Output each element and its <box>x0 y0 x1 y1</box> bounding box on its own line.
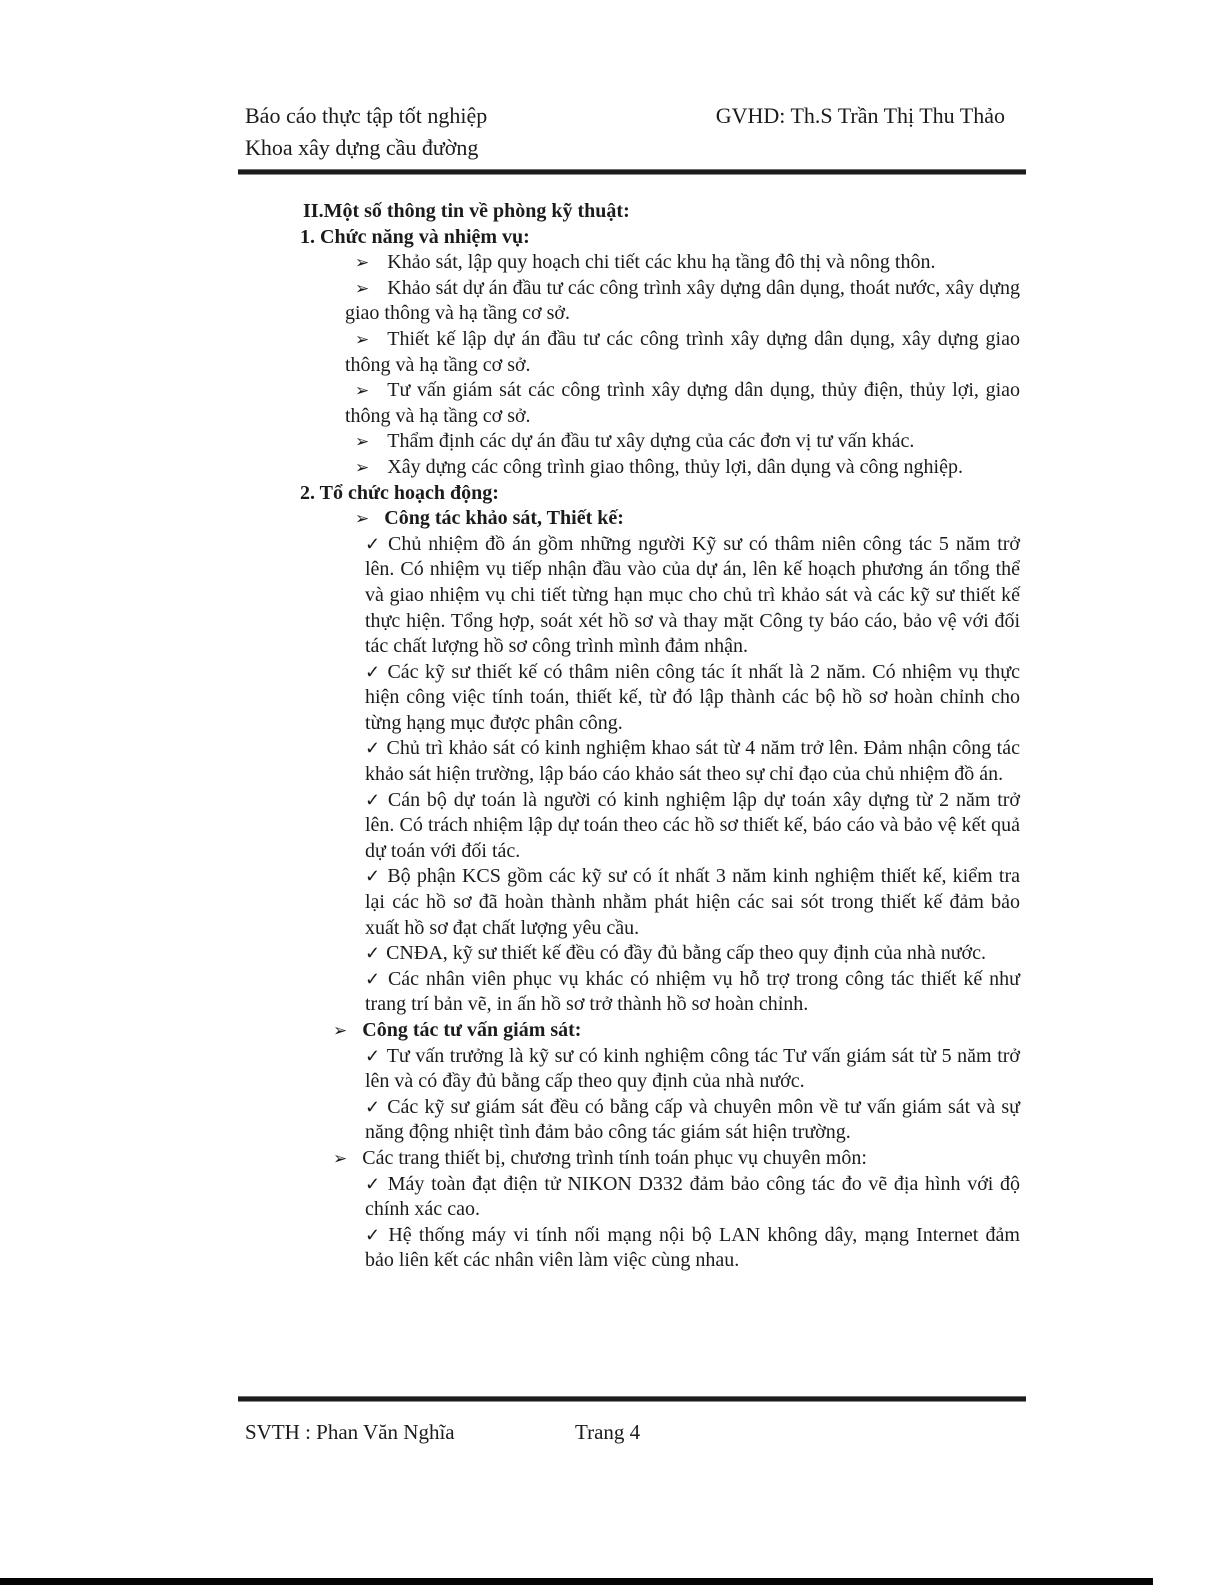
group-title-text: Các trang thiết bị, chương trình tính toán phục vụ chuyên môn: <box>362 1146 867 1169</box>
scan-artifact-bar <box>0 1578 1153 1585</box>
check-item <box>245 1223 1020 1274</box>
group-title-survey-design <box>245 506 1020 532</box>
check-item-text: Tư vấn trưởng là kỹ sư có kinh nghiệm công tác Tư vấn giám sát từ 5 năm trở lên và có đầy đủ bằng cấp theo quy định của nhà nước. <box>365 1044 1020 1093</box>
check-item <box>245 1095 1020 1146</box>
footer-author: SVTH : Phan Văn Nghĩa <box>245 1420 455 1444</box>
footer-rule <box>238 1396 1026 1402</box>
function-item <box>245 378 1020 429</box>
function-item <box>245 327 1020 378</box>
check-icon: ✓ <box>365 968 382 989</box>
advisor-name: GVHD: Th.S Trần Thị Thu Thảo <box>715 103 1005 128</box>
arrow-bullet-icon: ➢ <box>355 381 370 401</box>
check-icon: ✓ <box>365 1045 381 1066</box>
check-icon: ✓ <box>365 1173 382 1194</box>
check-item-text: Chủ trì khảo sát có kinh nghiệm khao sát từ 4 năm trở lên. Đảm nhận công tác khảo sát hiện trường, lập báo cáo khảo sát theo sự chỉ đạo của chủ nhiệm đồ án. <box>365 737 1020 786</box>
group-title-supervision <box>245 1018 1020 1044</box>
check-item <box>245 736 1020 787</box>
check-item <box>245 864 1020 941</box>
function-item-text: Xây dựng các công trình giao thông, thủy lợi, dân dụng và công nghiệp. <box>387 455 963 478</box>
check-icon: ✓ <box>365 661 382 682</box>
check-item-text: Hệ thống máy vi tính nối mạng nội bộ LAN không dây, mạng Internet đảm bảo liên kết các nhân viên làm việc cùng nhau. <box>365 1223 1020 1272</box>
check-item <box>245 967 1020 1018</box>
arrow-bullet-icon: ➢ <box>355 278 370 298</box>
header-left <box>245 100 487 164</box>
check-item-text: Các nhân viên phục vụ khác có nhiệm vụ hỗ trợ trong công tác thiết kế như trang trí bản vẽ, in ấn hồ sơ trở thành hồ sơ hoàn chỉnh. <box>365 967 1020 1016</box>
check-icon: ✓ <box>365 943 381 964</box>
check-icon: ✓ <box>365 866 382 887</box>
check-item <box>245 660 1020 737</box>
check-item-text: Các kỹ sư giám sát đều có bằng cấp và chuyên môn về tư vấn giám sát và sự năng động nhiệt tình đảm bảo công tác giám sát hiện trường. <box>365 1095 1020 1144</box>
function-item-text: Tư vấn giám sát các công trình xây dựng dân dụng, thủy điện, thủy lợi, giao thông và hạ tầng cơ sở. <box>345 379 1020 427</box>
arrow-bullet-icon: ➢ <box>355 253 370 273</box>
function-item-text: Khảo sát, lập quy hoạch chi tiết các khu hạ tầng đô thị và nông thôn. <box>387 251 936 274</box>
arrow-bullet-icon: ➢ <box>355 457 370 477</box>
check-item-text: Bộ phận KCS gồm các kỹ sư có ít nhất 3 năm kinh nghiệm thiết kế, kiểm tra lại các hồ sơ đã hoàn thành nhằm phát hiện các sai sót trong thiết kế đảm bảo xuất hồ sơ đạt chất lượng yêu cầu. <box>365 865 1020 939</box>
footer-page-number: Trang 4 <box>575 1420 641 1444</box>
check-icon: ✓ <box>365 1096 382 1117</box>
subsection-2-title: 2. Tổ chức hoạch động: <box>300 481 499 504</box>
check-item-text: Cán bộ dự toán là người có kinh nghiệm lập dự toán xây dựng từ 2 năm trở lên. Có trách nhiệm lập dự toán theo các hồ sơ thiết kế, báo cáo và bảo vệ kết quả dự toán với đối tác. <box>365 788 1020 862</box>
check-item-text: Các kỹ sư thiết kế có thâm niên công tác ít nhất là 2 năm. Có nhiệm vụ thực hiện công việc tính toán, thiết kế, từ đó lập thành các bộ hồ sơ hoàn chỉnh cho từng hạng mục được phân công. <box>365 660 1020 734</box>
check-icon: ✓ <box>365 738 381 759</box>
page-header <box>245 100 1005 164</box>
report-title: Báo cáo thực tập tốt nghiệp <box>245 103 488 128</box>
check-item-text: Chủ nhiệm đồ án gồm những người Kỹ sư có thâm niên công tác 5 năm trở lên. Có nhiệm vụ tiếp nhận đầu vào của dự án, lên kế hoạch phương án tổng thể và giao nhiệm vụ chi tiết từng hạn mục cho chủ trì khảo sát và các kỹ sư thiết kế thực hiện. Tổng hợp, soát xét hồ sơ và thay mặt Công ty báo cáo, bảo vệ với đối tác chất lượng hồ sơ công trình mình đảm nhận. <box>365 532 1020 658</box>
arrow-bullet-icon: ➢ <box>355 432 370 452</box>
check-icon: ✓ <box>365 789 382 810</box>
group-title-text: Công tác khảo sát, Thiết kế: <box>384 507 624 530</box>
arrow-bullet-icon: ➢ <box>333 1148 348 1168</box>
function-item <box>245 276 1020 327</box>
check-icon: ✓ <box>365 1224 383 1245</box>
group-title-text: Công tác tư vấn giám sát: <box>362 1019 582 1041</box>
function-item-text: Khảo sát dự án đầu tư các công trình xây dựng dân dụng, thoát nước, xây dựng giao thông và hạ tầng cơ sở. <box>345 276 1020 325</box>
check-icon: ✓ <box>365 533 382 554</box>
check-item <box>245 941 1020 967</box>
check-item <box>245 1044 1020 1095</box>
arrow-bullet-icon: ➢ <box>333 1021 348 1040</box>
function-item <box>245 455 1020 481</box>
arrow-bullet-icon: ➢ <box>355 329 370 349</box>
subsection-1-title: 1. Chức năng và nhiệm vụ: <box>300 225 530 248</box>
check-item-text: Máy toàn đạt điện tử NIKON D332 đảm bảo công tác đo vẽ địa hình với độ chính xác cao. <box>365 1172 1020 1221</box>
arrow-bullet-icon: ➢ <box>355 509 370 529</box>
document-body <box>245 199 1020 1274</box>
check-item <box>245 1172 1020 1223</box>
function-item-text: Thẩm định các dự án đầu tư xây dựng của các đơn vị tư vấn khác. <box>387 430 915 453</box>
header-rule <box>238 169 1026 175</box>
check-item <box>245 788 1020 865</box>
check-item <box>245 532 1020 660</box>
section-title: II.Một số thông tin về phòng kỹ thuật: <box>303 200 630 222</box>
function-item-text: Thiết kế lập dự án đầu tư các công trình xây dựng dân dụng, xây dựng giao thông và hạ tầng cơ sở. <box>345 327 1020 376</box>
function-item <box>245 429 1020 455</box>
group-title-equipment <box>245 1146 1020 1172</box>
check-item-text: CNĐA, kỹ sư thiết kế đều có đầy đủ bằng cấp theo quy định của nhà nước. <box>386 942 986 965</box>
function-item <box>245 250 1020 276</box>
page-footer <box>245 1420 1020 1445</box>
department-name: Khoa xây dựng cầu đường <box>245 135 479 160</box>
